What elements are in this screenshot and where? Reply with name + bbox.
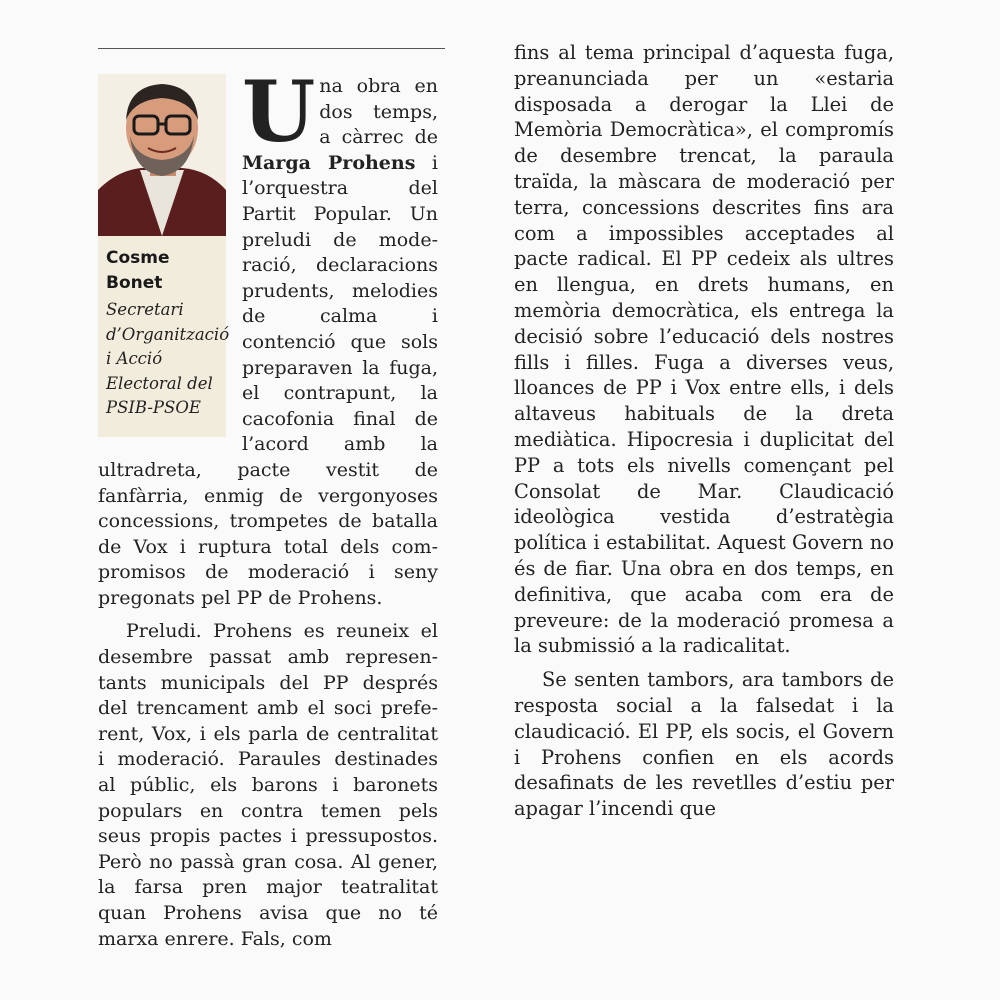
paragraph-3: fins al tema principal d’aquesta fuga, preanunciada per un «estaria disposada a derogar la Llei de Memòria Democràtica», el compromís de desembre trencat, la paraula traïda, la màscara de moderació per terra, concessions descrites fins ara com a impossibles acceptades al pacte radical. El PP cedeix als ultres en llengua, en drets humans, en memòria democràtica, els entrega la decisió sobre l’educació dels nostres fills i filles. Fuga a diverses veus, lloances de PP i Vox entre ells, i dels altaveus habituals de la dreta mediàtica. Hipocresia i duplicitat del PP a tots els nivells començant pel Consolat de Mar. Claudicació ideològica vestida d’estratègia política i estabilitat. Aquest Govern no és de fiar. Una obra en dos temps, en definitiva, que acaba com era de preveure: de la moderació promesa a la submissió a la radicalitat. [514, 41, 894, 658]
politician-name: Marga Prohens [242, 151, 416, 174]
right-column [514, 40, 894, 962]
author-box [98, 74, 230, 437]
paragraph-4: Se senten tambors, ara tambors de resposta social a la falsedat i la claudicació. El PP, els socis, el Govern i Prohens confien en els acords desafinats de les revetlles d’estiu per apagar l’incendi que [514, 668, 894, 821]
drop-cap: U [242, 74, 316, 161]
author-last-name: Bonet [106, 273, 163, 293]
author-portrait-icon [98, 74, 226, 236]
paragraph-1-rest: i l’orquestra del Partit Popular. Un preludi de moderació, declaracions prudents, melodies de calma i contenció que sols preparaven la fuga, el contrapunt, la cacofonia final de l’acord amb la ultradreta, pacte vestit de fanfàrria, enmig de vergonyoses concessions, trompetes de batalla de Vox i ruptura total dels compromisos de moderació i seny pregonats pel PP de Prohens. [98, 151, 438, 609]
left-column [98, 74, 438, 962]
column-cut-fade [98, 950, 438, 962]
paragraph-1-start: na obra en dos temps, a càrrec de [319, 75, 438, 149]
author-role: Secretari d’Organització i Acció Electoral del PSIB-PSOE [106, 300, 230, 417]
paragraph-2: Preludi. Prohens es reuneix el desembre passat amb representants municipals del PP després del trencament amb el soci preferent, Vox, i els parla de centralitat i moderació. Paraules destinades al públic, els barons i baronets populars en contra temen pels seus propis pactes i pressupostos. Però no passà gran cosa. Al gener, la farsa pren major teatralitat quan Prohens avisa que no té marxa enrere. Fals, com [98, 620, 438, 950]
author-first-name: Cosme [106, 248, 170, 268]
author-name [106, 246, 222, 296]
author-photo [98, 74, 226, 236]
column-top-rule [98, 48, 445, 49]
column-cut-fade [514, 950, 894, 962]
